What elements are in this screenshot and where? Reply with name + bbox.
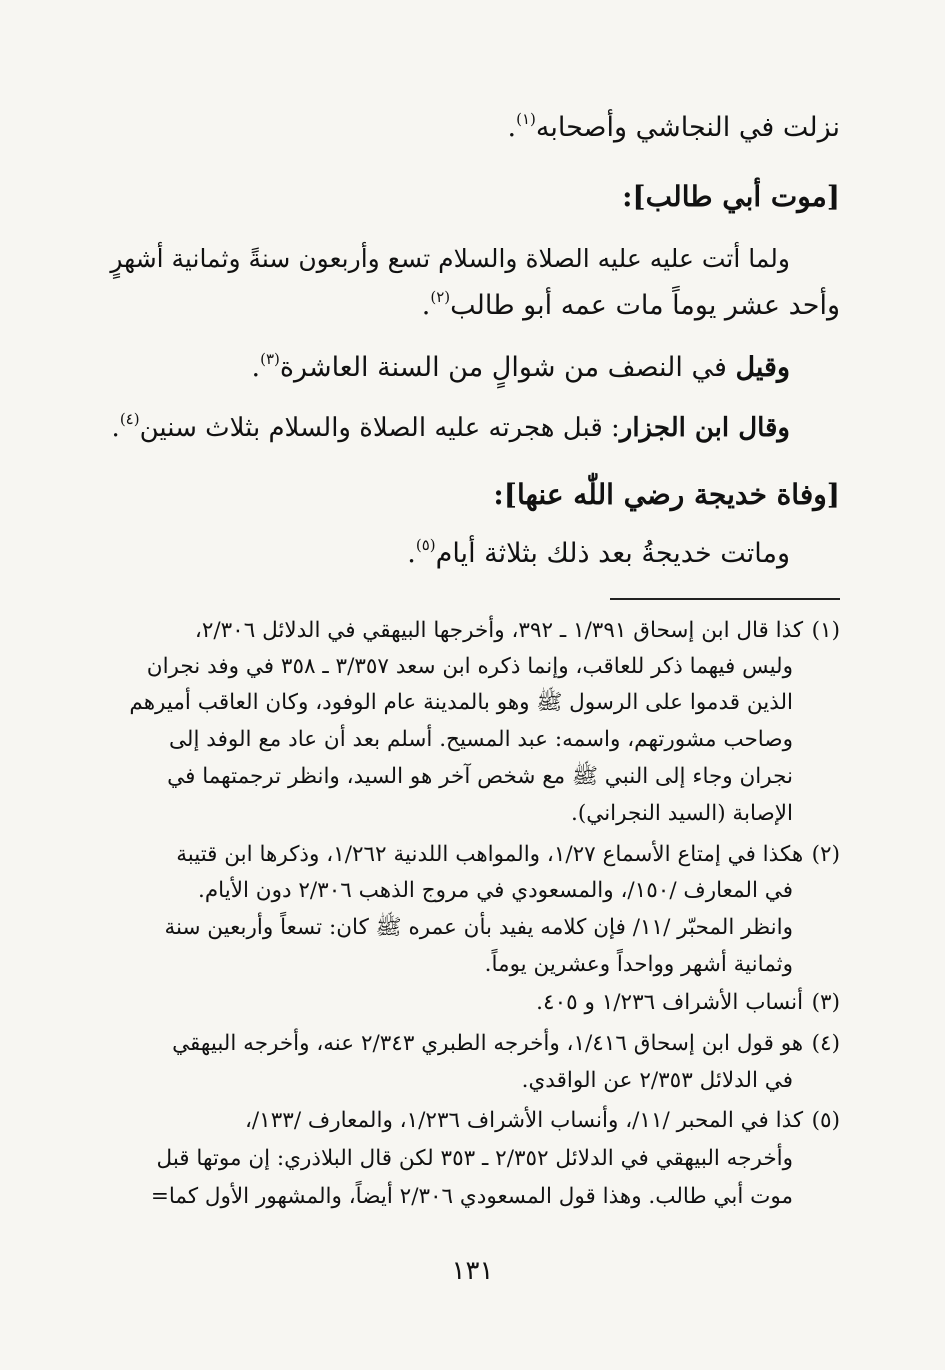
- section-heading-khadija: [وفاة خديجة رضي اللّٰه عنها]:: [493, 478, 840, 511]
- footnote-ref: (٣): [260, 350, 280, 368]
- footnote-line: الإصابة (السيد النجراني).: [571, 801, 793, 826]
- footnote-line: وثمانية أشهر وواحداً وعشرين يوماً.: [484, 952, 793, 977]
- footnote-4: (٤) هو قول ابن إسحاق ١/٤١٦، وأخرجه الطبري ٢/٣٤٣ عنه، وأخرجه البيهقي: [172, 1031, 840, 1056]
- footnote-number: (٤): [811, 1031, 840, 1056]
- text: نزلت في النجاشي وأصحابه: [535, 112, 840, 143]
- footnote-line: في المعارف /١٥٠/، والمسعودي في مروج الذهب ٢/٣٠٦ دون الأيام.: [198, 878, 793, 903]
- footnote-separator: [610, 598, 840, 600]
- footnote-number: (٥): [811, 1108, 840, 1133]
- footnote-number: (٢): [811, 842, 840, 867]
- footnote-line: الذين قدموا على الرسول ﷺ وهو بالمدينة عام الوفود، وكان العاقب أميرهم: [129, 690, 793, 715]
- footnote-ref: (٢): [430, 288, 451, 306]
- footnote-line: موت أبي طالب. وهذا قول المسعودي ٢/٣٠٦ أيضاً، والمشهور الأول كما=: [150, 1184, 793, 1209]
- text-line: نزلت في النجاشي وأصحابه$^{(١)}$.: [507, 110, 840, 143]
- paragraph-line: وماتت خديجةُ بعد ذلك بثلاثة أيام$^{(٥)}$.: [407, 536, 790, 569]
- footnote-line: وأخرجه البيهقي في الدلائل ٢/٣٥٢ ـ ٣٥٣ لكن قال البلاذري: إن موتها قبل: [156, 1146, 793, 1171]
- footnote-1: (١) كذا قال ابن إسحاق ١/٣٩١ ـ ٣٩٢، وأخرجها البيهقي في الدلائل ٢/٣٠٦،: [194, 618, 840, 643]
- paragraph-line: وأحد عشر يوماً مات عمه أبو طالب$^{(٢)}$.: [421, 288, 840, 321]
- footnote-number: (١): [811, 618, 840, 643]
- footnote-2: (٢) هكذا في إمتاع الأسماع ١/٢٧، والمواهب اللدنية ١/٢٦٢، وذكرها ابن قتيبة: [176, 842, 840, 867]
- section-heading-abu-talib: [موت أبي طالب]:: [622, 180, 840, 213]
- footnote-line: نجران وجاء إلى النبي ﷺ مع شخص آخر هو السيد، وانظر ترجمتهما في: [167, 764, 793, 789]
- paragraph-line: وقال ابن الجزار: قبل هجرته عليه الصلاة والسلام بثلاث سنين$^{(٤)}$.: [111, 410, 790, 443]
- footnote-line: وانظر المحبّر /١١/ فإن كلامه يفيد بأن عمره ﷺ كان: تسعاً وأربعين سنة: [164, 915, 793, 940]
- footnote-line: في الدلائل ٢/٣٥٣ عن الواقدي.: [521, 1068, 793, 1093]
- footnote-ref: (٥): [415, 536, 436, 554]
- footnote-line: وليس فيهما ذكر للعاقب، وإنما ذكره ابن سعد ٣/٣٥٧ ـ ٣٥٨ في وفد نجران: [146, 654, 793, 679]
- paragraph-line: ولما أتت عليه عليه الصلاة والسلام تسع وأربعون سنةً وثمانية أشهرٍ: [110, 244, 790, 273]
- footnote-ref: (١): [516, 110, 536, 128]
- paragraph-line: وقيل في النصف من شوالٍ من السنة العاشرة$^{(٣)}$.: [251, 350, 790, 383]
- page-number: ١٣١: [451, 1256, 494, 1286]
- footnote-3: (٣) أنساب الأشراف ١/٢٣٦ و ٤٠٥.: [536, 990, 840, 1015]
- footnote-number: (٣): [811, 990, 840, 1015]
- footnote-ref: (٤): [119, 410, 140, 429]
- footnote-line: وصاحب مشورتهم، واسمه: عبد المسيح. أسلم بعد أن عاد مع الوفد إلى: [169, 727, 793, 752]
- footnote-5: (٥) كذا في المحبر /١١/، وأنساب الأشراف ١/٢٣٦، والمعارف /١٣٣/،: [244, 1108, 840, 1133]
